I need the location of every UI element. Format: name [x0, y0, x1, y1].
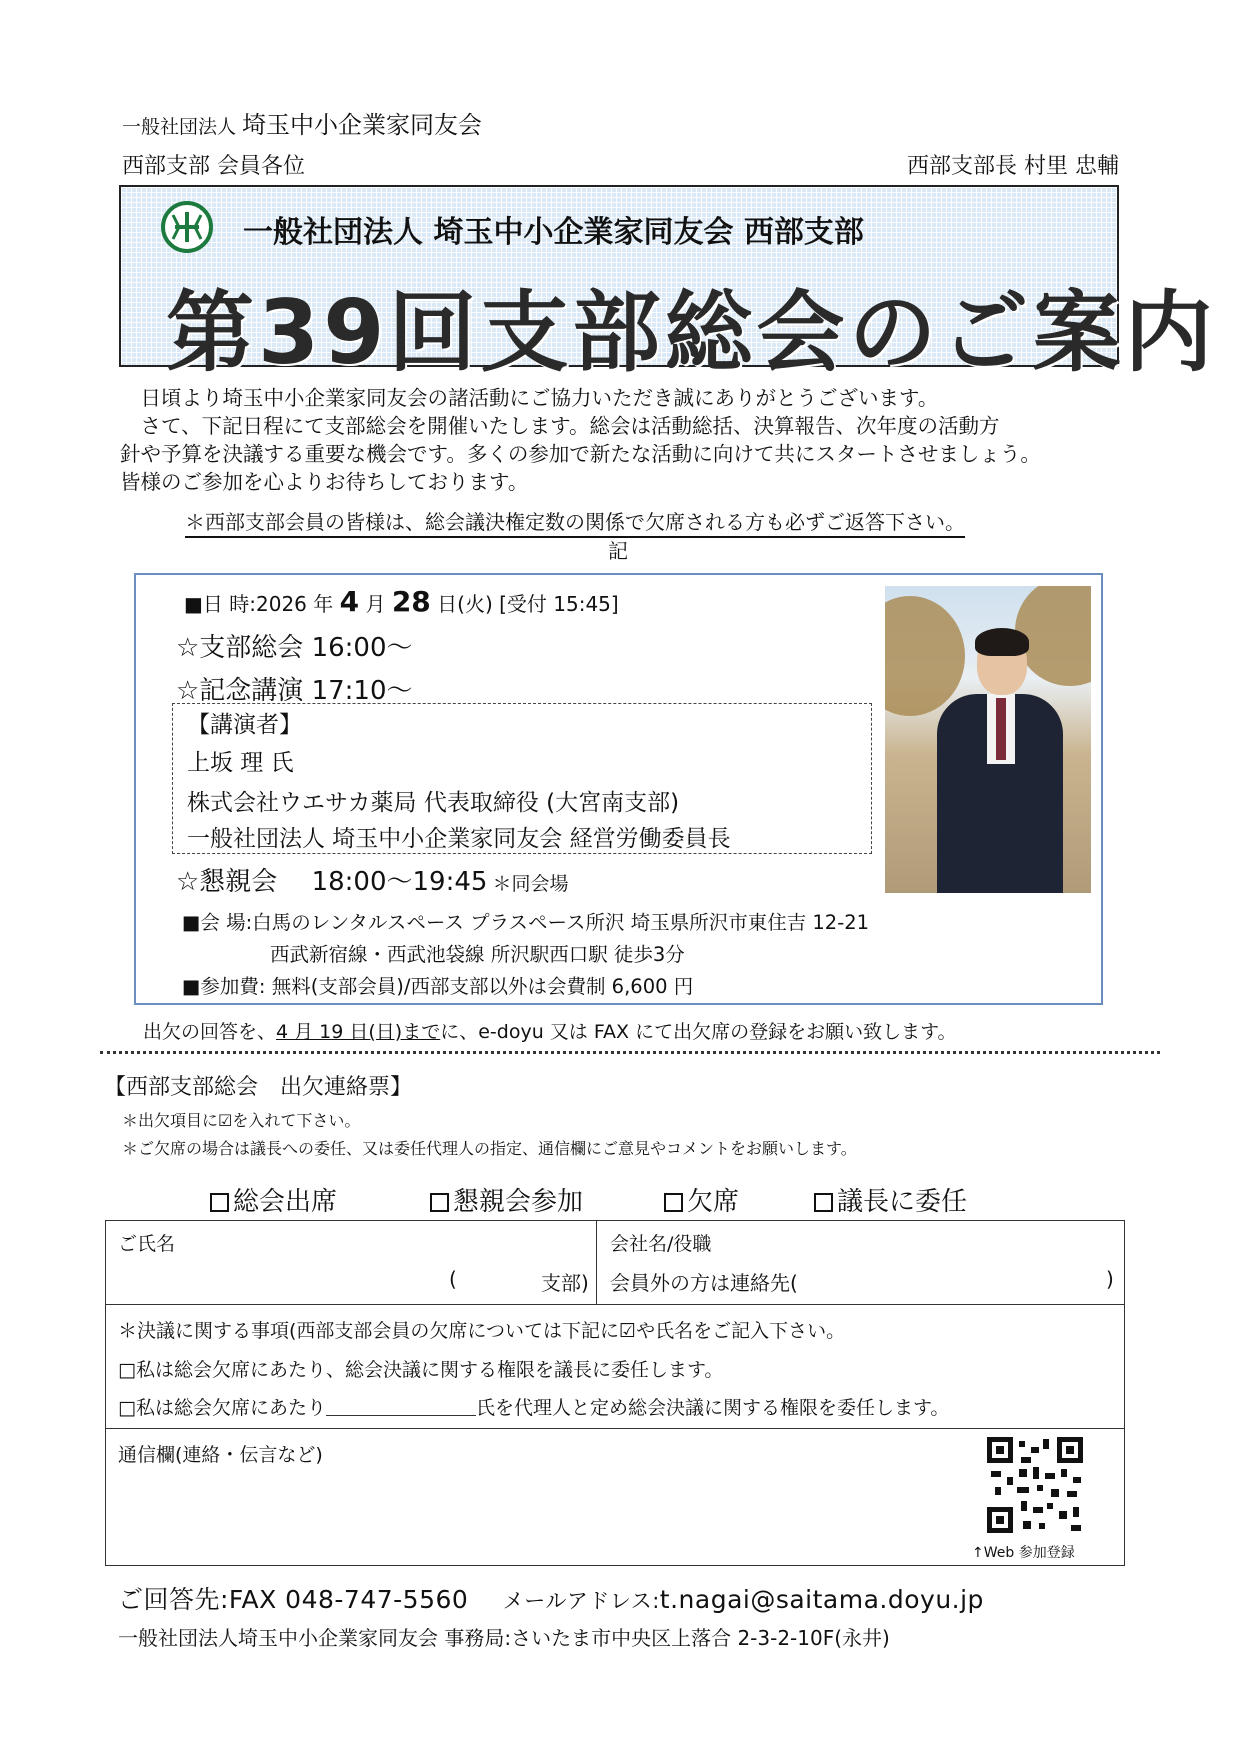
reply-suffix: に、e-doyu 又は FAX にて出欠席の登録をお願い致します。	[440, 1021, 957, 1043]
contact-close: )	[1106, 1267, 1114, 1291]
organization-line	[122, 105, 482, 140]
qr-code-icon[interactable]	[987, 1437, 1083, 1533]
reply-instruction	[143, 1017, 957, 1044]
checkbox-absent[interactable]	[664, 1181, 739, 1218]
proxy-text-a: □私は総会欠席にあたり	[118, 1397, 326, 1419]
speaker-label: 【講演者】	[187, 712, 302, 738]
speaker-name: 上坂 理 氏	[187, 750, 294, 776]
company-label: 会社名/役職	[610, 1233, 712, 1255]
qr-caption: ↑Web 参加登録	[972, 1545, 1075, 1561]
checkbox-icon[interactable]	[664, 1193, 683, 1212]
org-prefix: 一般社団法人	[122, 116, 237, 138]
resolution-delegate-chair[interactable]: □私は総会欠席にあたり、総会決議に関する権限を議長に委任します。	[118, 1359, 724, 1381]
attendance-notice: ＊西部支部会員の皆様は、総会議決権定数の関係で欠席される方も必ずご返答下さい。	[185, 506, 965, 538]
name-field[interactable]	[106, 1251, 594, 1303]
recipients: 西部支部 会員各位	[122, 154, 305, 179]
proxy-text-b: 氏を代理人と定め総会決議に関する権限を委任します。	[475, 1397, 950, 1419]
intro-line: 皆様のご参加を心よりお待ちしております。	[120, 470, 529, 494]
org-name: 埼玉中小企業家同友会	[242, 111, 483, 139]
cut-line-divider	[100, 1051, 1160, 1054]
resolution-heading: ＊決議に関する事項(西部支部会員の欠席については下記に☑や氏名をご記入下さい。	[118, 1320, 846, 1342]
intro-line: 針や予算を決議する重要な機会です。多くの参加で新たな活動に向けて共にスタートさせましょう。	[120, 442, 1041, 466]
comment-label: 通信欄(連絡・伝言など)	[118, 1444, 323, 1466]
branch-label: 支部)	[541, 1271, 589, 1295]
resolution-delegate-proxy[interactable]	[118, 1393, 949, 1420]
form-title: 【西部支部総会 出欠連絡票】	[104, 1075, 413, 1100]
name-label: ご氏名	[118, 1233, 176, 1255]
office-address: 一般社団法人埼玉中小企業家同友会 事務局:さいたま市中央区上落合 2-3-2-10F(永井)	[118, 1626, 890, 1650]
party-note: ＊同会場	[492, 873, 569, 895]
checkbox-icon[interactable]	[210, 1193, 229, 1212]
checkbox-label: 懇親会参加	[453, 1187, 584, 1217]
date-label: ■日 時:2026 年	[184, 592, 334, 616]
title-banner	[119, 185, 1217, 384]
speaker-box	[172, 703, 872, 854]
general-meeting-time: ☆支部総会 16:00～	[176, 633, 413, 663]
checkbox-label: 総会出席	[233, 1187, 338, 1217]
reply-fax: ご回答先:FAX 048-747-5560	[118, 1585, 469, 1614]
party-time: ☆懇親会 18:00～19:45	[176, 867, 488, 897]
intro-line: さて、下記日程にて支部総会を開催いたします。総会は活動総括、決算報告、次年度の活動方	[120, 414, 1000, 438]
checkbox-delegate[interactable]	[814, 1181, 967, 1218]
speaker-photo	[885, 586, 1091, 893]
intro-line: 日頃より埼玉中小企業家同友会の諸活動にご協力いただき誠にありがとうございます。	[120, 386, 939, 410]
ki-heading: 記	[608, 539, 628, 563]
fee: ■参加費: 無料(支部会員)/西部支部以外は会費制 6,600 円	[182, 975, 694, 998]
checkbox-icon[interactable]	[430, 1193, 449, 1212]
form-note: ＊ご欠席の場合は議長への委任、又は委任代理人の指定、通信欄にご意見やコメントをお願いします。	[122, 1139, 857, 1158]
form-note: ＊出欠項目に☑を入れて下さい。	[122, 1111, 361, 1130]
venue-access: 西武新宿線・西武池袋線 所沢駅西口駅 徒歩3分	[270, 943, 685, 966]
banner-subtitle: 一般社団法人 埼玉中小企業家同友会 西部支部	[243, 215, 864, 250]
email-address[interactable]: t.nagai@saitama.doyu.jp	[659, 1585, 984, 1614]
speaker-role: 一般社団法人 埼玉中小企業家同友会 経営労働委員長	[187, 826, 731, 852]
reply-prefix: 出欠の回答を、	[143, 1021, 277, 1043]
checkbox-label: 議長に委任	[837, 1187, 968, 1217]
page-title: 第39回支部総会のご案内	[166, 281, 1217, 384]
reply-contact	[118, 1580, 984, 1616]
sender: 西部支部長 村里 忠輔	[907, 154, 1119, 179]
date-month: 4	[339, 585, 360, 618]
email-label: メールアドレス:	[502, 1589, 660, 1613]
comment-field[interactable]	[106, 1466, 966, 1564]
branch-open: (	[449, 1267, 457, 1291]
doyukai-logo-icon	[161, 201, 213, 253]
date-month-unit: 月	[365, 592, 386, 616]
event-details	[134, 573, 1103, 1005]
proxy-name-field[interactable]	[326, 1397, 476, 1416]
checkbox-label: 欠席	[687, 1187, 740, 1217]
date-rest: 日(火) [受付 15:45]	[437, 592, 619, 616]
contact-label: 会員外の方は連絡先(	[610, 1271, 798, 1295]
intro-text	[120, 384, 1130, 496]
date-day: 28	[391, 585, 431, 618]
lecture-time: ☆記念講演 17:10～	[176, 676, 413, 706]
party-line	[176, 861, 569, 898]
checkbox-icon[interactable]	[814, 1193, 833, 1212]
reply-deadline: 4 月 19 日(日)まで	[276, 1021, 441, 1043]
checkbox-party[interactable]	[430, 1181, 583, 1218]
checkbox-attend[interactable]	[210, 1181, 337, 1218]
venue: ■会 場:白馬のレンタルスペース プラスペース所沢 埼玉県所沢市東住吉 12-21	[182, 911, 870, 934]
speaker-company: 株式会社ウエサカ薬局 代表取締役 (大宮南支部)	[187, 790, 680, 816]
event-date	[184, 585, 619, 618]
response-form-table	[105, 1220, 1125, 1566]
